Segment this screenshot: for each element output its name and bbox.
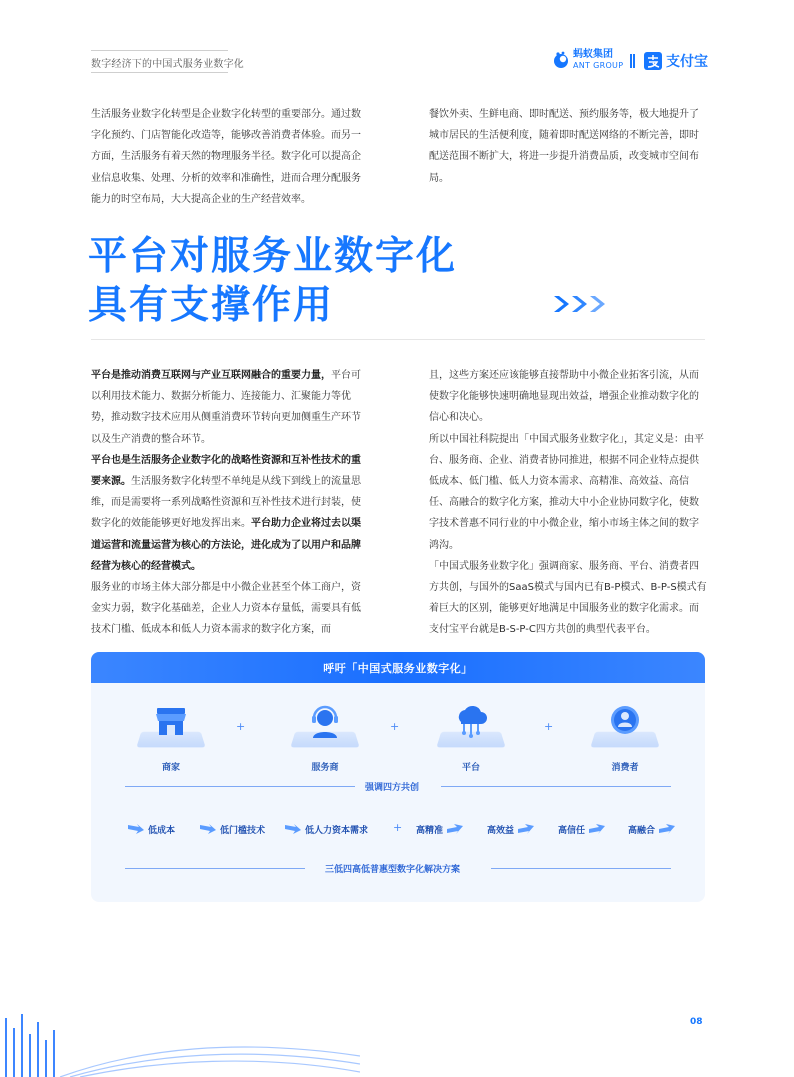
actor-consumer	[590, 702, 660, 773]
body-left-paragraph-2	[91, 450, 367, 577]
logo-divider-2	[633, 54, 635, 68]
body-left-p2-mid: 生活服务数字化转型不单纯是从线下到线上的流量思维，而是需要将一系列战略性资源和互补性技术进行封装，使数字化的效能能够更好地发挥出来。	[91, 476, 361, 530]
plus-sign: +	[236, 720, 246, 733]
body-left-paragraph-3: 服务业的市场主体大部分都是中小微企业甚至个体工商户，资金实力弱，数字化基础差，企业人力资本存量低，需要具有低技术门槛、低成本和低人力资本需求的数字化方案，而	[91, 582, 361, 636]
infographic-header	[91, 652, 705, 683]
actor-label: 服务商	[311, 763, 339, 773]
cloud-network-icon	[447, 702, 495, 746]
triple-chevron-icon	[552, 294, 610, 314]
ant-group-name-cn: 蚂蚁集团	[573, 49, 613, 60]
section-divider	[91, 339, 705, 340]
storefront-icon	[147, 702, 195, 746]
plus-sign: +	[390, 720, 400, 733]
body-right-paragraph-2: 所以中国社科院提出「中国式服务业数字化」，其定义是：由平台、服务商、企业、消费者协同推进，根据不同企业特点提供低成本、低门槛、低人力资本需求、高精准、高效益、高信任、高融合的数字化方案，推动大中小企业协同数字化，使数字技术普惠不同行业的中小微企业，缩小市场主体之间的数字鸿沟。	[429, 433, 704, 551]
high-tag	[484, 820, 535, 838]
body-left-p2-bold: 平台也是生活服务企业数字化的战略性资源和互补性技术的重要来源。	[91, 454, 361, 488]
solution-line-right	[491, 868, 671, 869]
up-right-arrow-icon	[517, 822, 535, 836]
low-tag-label: 低门槛技术	[220, 825, 266, 836]
cocreate-line-left	[125, 786, 355, 787]
high-tag-label: 高信任	[558, 825, 586, 836]
low-tag	[127, 820, 178, 838]
low-tag-label: 低成本	[148, 825, 176, 836]
cocreate-line	[125, 781, 671, 791]
intro-left-column	[91, 104, 369, 210]
body-left-p1-bold: 平台是推动消费互联网与产业互联网融合的重要力量，	[91, 370, 331, 381]
intro-left-paragraph: 生活服务业数字化转型是企业数字化转型的重要部分。通过数字化预约、门店智能化改造等，能够改善消费者体验。而另一方面，生活服务有着天然的物理服务半径。数字化可以提高企业信息收集、处理、分析的效率和准确性，进而合理分配服务能力的时空布局，大大提高企业的生产经营效率。	[91, 109, 361, 205]
header-rule-top	[91, 50, 228, 51]
body-left-p1-rest: 平台可以利用技术能力、数据分析能力、连接能力、汇聚能力等优势，推动数字技术应用从侧重消费环节转向更加侧重生产环节以及生产消费的整合环节。	[91, 370, 361, 445]
header-rule-bottom	[91, 72, 228, 73]
up-right-arrow-icon	[588, 822, 606, 836]
body-left-p2-bold2: 平台助力企业将过去以渠道运营和流量运营为核心的方法论，进化成为了以用户和品牌经营为核心的经营模式。	[91, 518, 361, 572]
page-number: 08	[690, 1017, 703, 1027]
high-tag	[555, 820, 606, 838]
plus-sign: +	[544, 720, 554, 733]
actor-label: 商家	[161, 763, 180, 773]
down-right-arrow-icon	[127, 822, 145, 836]
decorative-stripes	[0, 1008, 360, 1077]
alipay-name: 支付宝	[666, 54, 708, 70]
alipay-logo-icon	[644, 52, 662, 70]
infographic-panel	[91, 652, 705, 902]
actor-merchant	[136, 702, 206, 773]
intro-right-column	[429, 104, 707, 189]
high-tag-label: 高效益	[487, 825, 515, 836]
down-right-arrow-icon	[199, 822, 217, 836]
ant-group-logo	[553, 50, 623, 70]
actor-platform	[436, 702, 506, 773]
solution-text: 三低四高低普惠型数字化解决方案	[325, 865, 461, 875]
up-right-arrow-icon	[446, 822, 464, 836]
low-tag	[199, 820, 268, 838]
body-right-paragraph-1: 且，这些方案还应该能够直接帮助中小微企业拓客引流，从而使数字化能够快速明确地显现出效益，增强企业推动数字化的信心和决心。	[429, 370, 699, 424]
logo-divider	[630, 54, 632, 68]
high-tag	[413, 820, 464, 838]
body-right-column	[429, 365, 707, 641]
low-tag-label: 低人力资本需求	[305, 825, 369, 836]
document-title: 数字经济下的中国式服务业数字化	[91, 59, 244, 70]
solution-line-left	[125, 868, 305, 869]
body-left-column	[91, 365, 367, 641]
actor-service-provider	[290, 702, 360, 773]
high-tag-label: 高精准	[416, 825, 444, 836]
cocreate-text: 强调四方共创	[365, 783, 420, 793]
actor-label: 平台	[461, 763, 480, 773]
actor-label: 消费者	[611, 763, 639, 773]
cocreate-line-right	[441, 786, 671, 787]
plus-sign: +	[393, 821, 403, 834]
infographic-heading: 呼吁「中国式服务业数字化」	[323, 661, 473, 675]
body-left-paragraph-1	[91, 365, 367, 450]
alipay-logo	[644, 51, 708, 71]
body-right-paragraph-3: 「中国式服务业数字化」强调商家、服务商、平台、消费者四方共创，与国外的SaaS模式与国内已有B-P模式、B-P-S模式有着巨大的区别，能够更好地满足中国服务业的数字化需求。而支付宝平台就是B-S-P-C四方共创的典型代表平台。	[429, 560, 707, 636]
ant-group-logo-icon	[553, 51, 569, 69]
high-tag-label: 高融合	[628, 825, 656, 836]
down-right-arrow-icon	[284, 822, 302, 836]
headset-person-icon	[301, 702, 349, 746]
user-circle-icon	[601, 702, 649, 746]
up-right-arrow-icon	[658, 822, 676, 836]
high-tag	[625, 820, 676, 838]
solution-line	[125, 863, 671, 873]
section-title	[88, 232, 457, 330]
intro-right-paragraph: 餐饮外卖、生鲜电商、即时配送、预约服务等，极大地提升了城市居民的生活便利度，随着即时配送网络的不断完善，即时配送范围不断扩大，将进一步提升消费品质，改变城市空间布局。	[429, 109, 699, 184]
section-title-line-1: 平台对服务业数字化	[88, 234, 458, 279]
low-tag	[284, 820, 371, 838]
section-title-line-2: 具有支撑作用	[88, 283, 335, 328]
ant-group-name-en: ANT GROUP	[573, 61, 624, 70]
